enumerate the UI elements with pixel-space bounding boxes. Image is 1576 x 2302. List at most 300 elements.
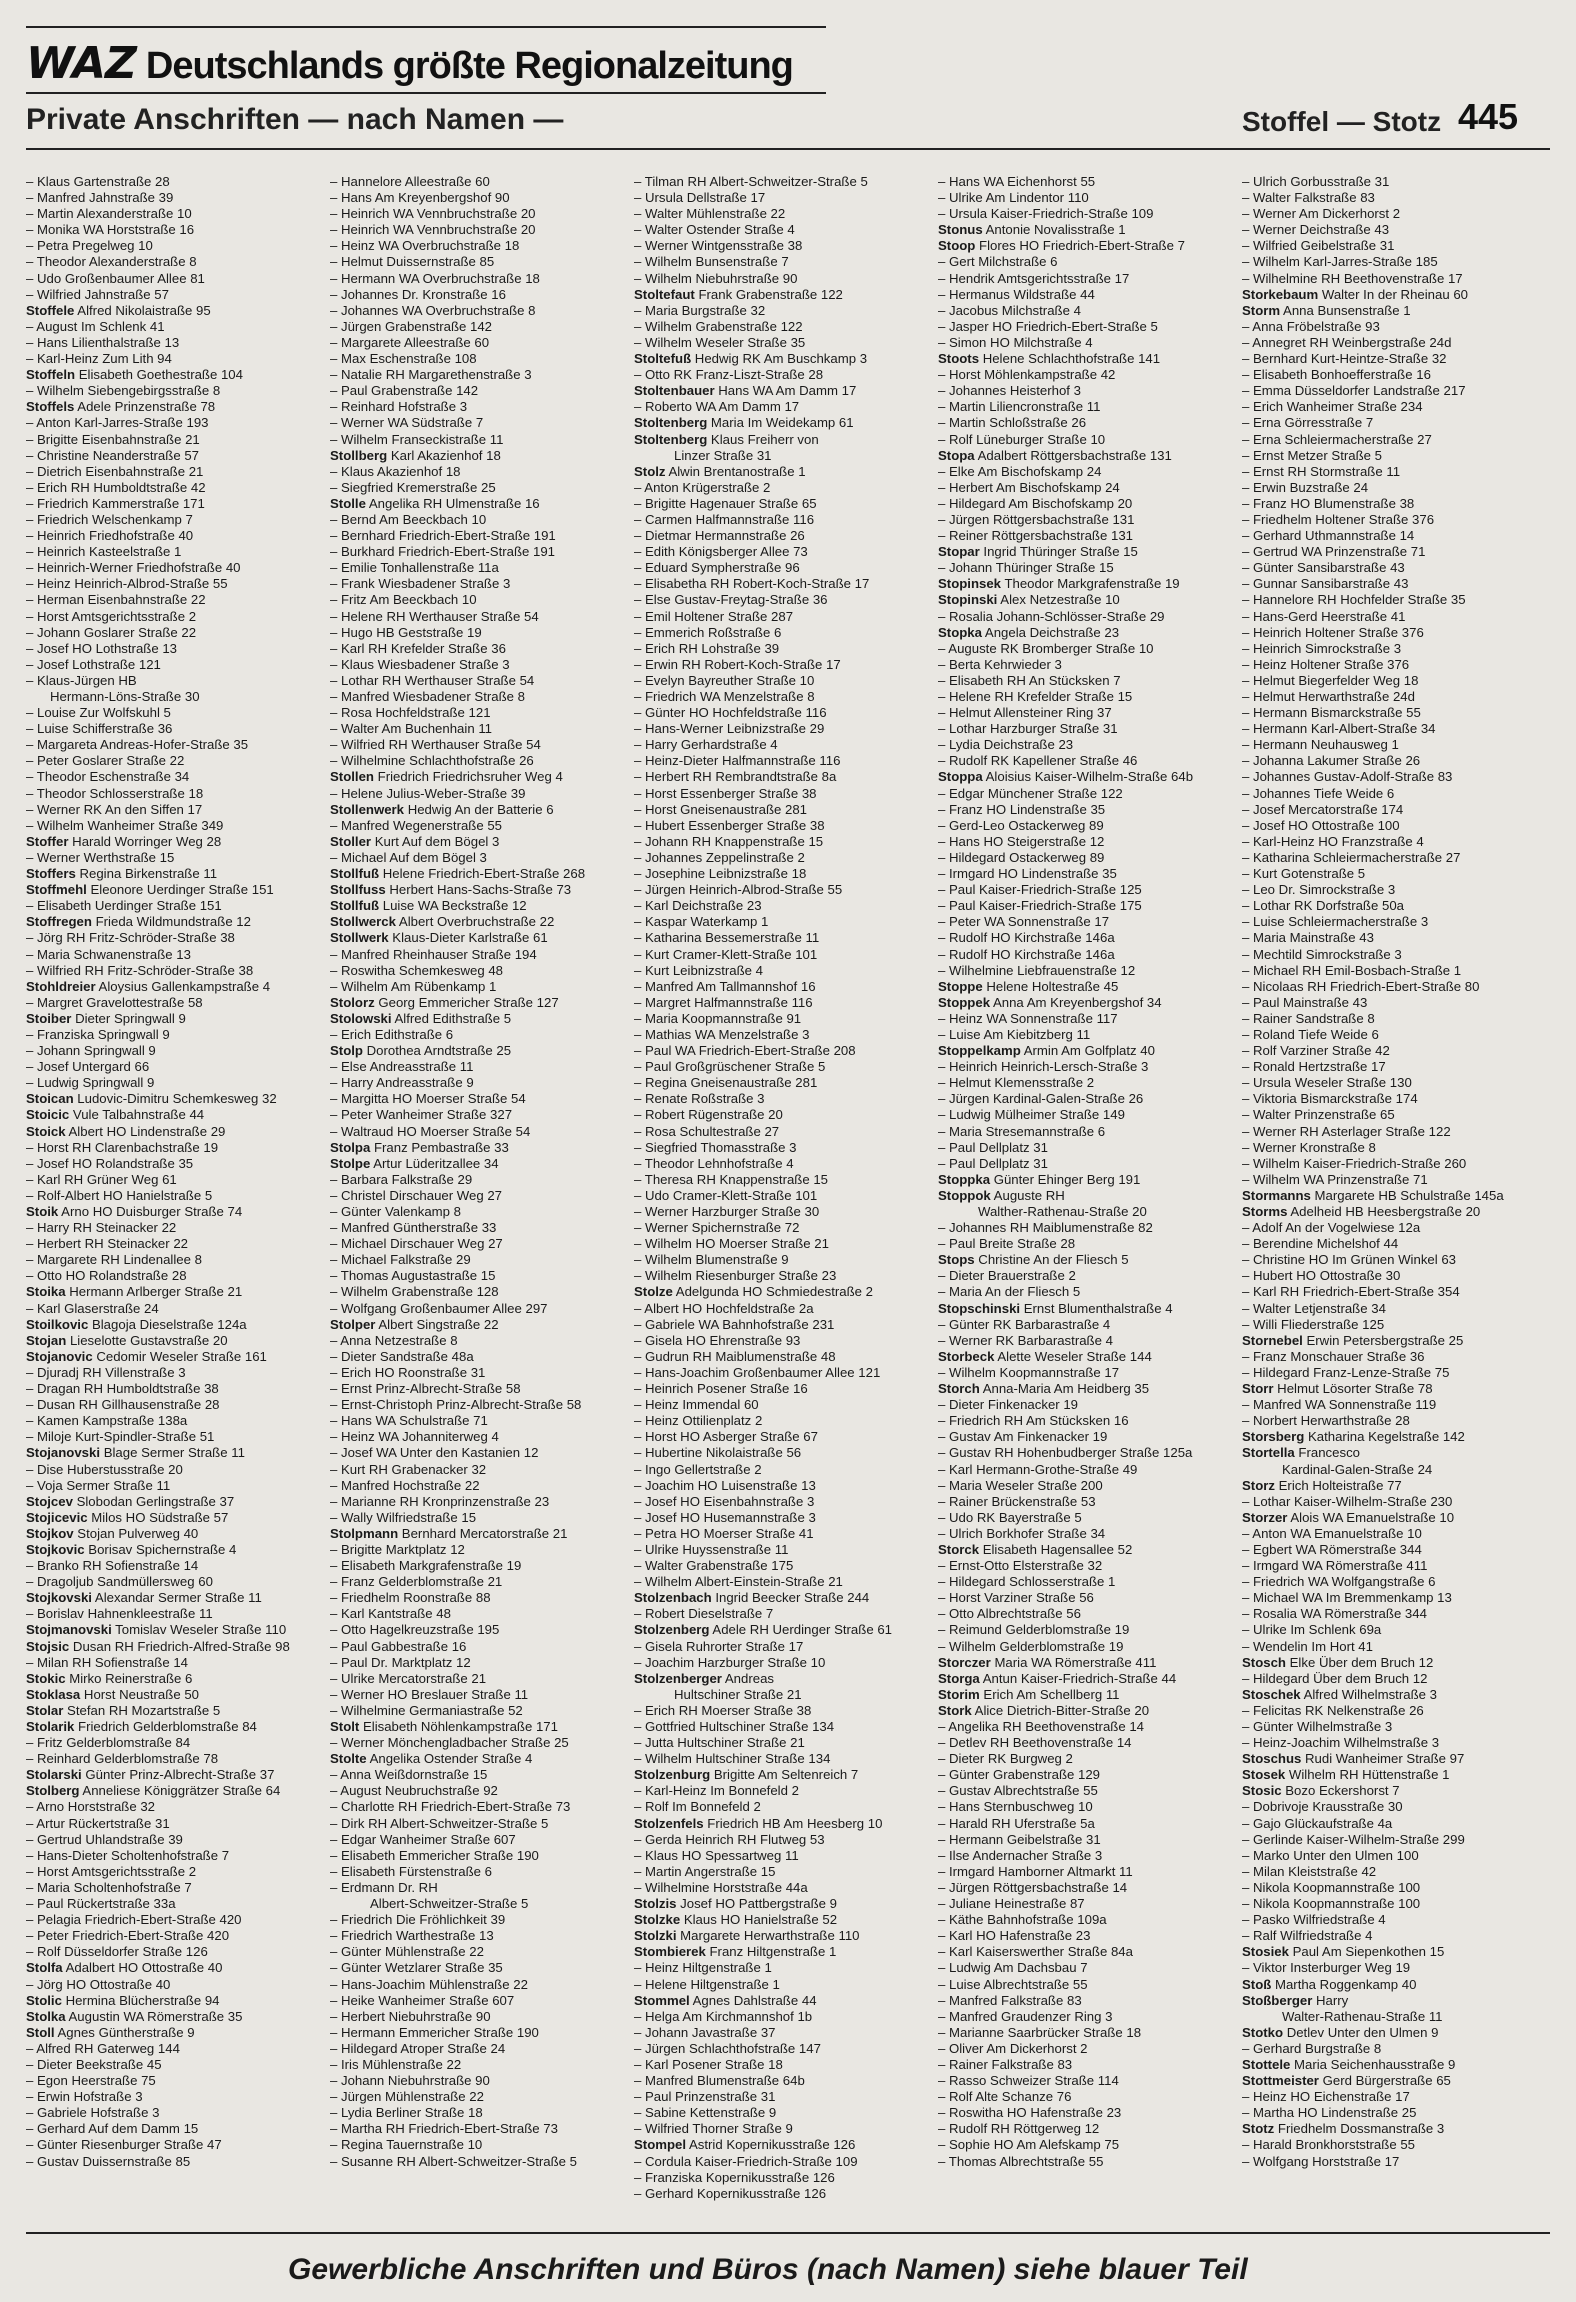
directory-entry: [938, 1912, 1234, 1928]
entry-text: – Ernst Metzer Straße 5: [1242, 447, 1382, 463]
directory-entry: [26, 383, 322, 399]
entry-text: Helene Schlachthofstraße 141: [979, 351, 1161, 367]
entry-text: – Emilie Tonhallenstraße 11a: [330, 560, 499, 576]
directory-entry: [938, 399, 1234, 415]
directory-entry: [26, 1075, 322, 1091]
entry-text: – Werner RH Asterlager Straße 122: [1242, 1123, 1451, 1139]
surname-entry: [634, 287, 930, 303]
directory-entry: [330, 1494, 626, 1510]
directory-entry: [634, 609, 930, 625]
entry-text: – Adolf An der Vogelwiese 12a: [1242, 1220, 1421, 1236]
entry-text: – Manfred Güntherstraße 33: [330, 1220, 497, 1236]
surname-entry: [26, 1333, 322, 1349]
entry-text: – Herbert RH Steinacker 22: [26, 1236, 188, 1252]
surname-entry: [26, 1510, 322, 1526]
entry-text: – Rainer Brückenstraße 53: [938, 1493, 1096, 1509]
entry-text: Günter Prinz-Albrecht-Straße 37: [81, 1767, 275, 1783]
directory-entry: [1242, 1124, 1538, 1140]
entry-text: – Friedrich WA Wolfgangstraße 6: [1242, 1574, 1436, 1590]
directory-entry: [330, 254, 626, 270]
entry-text: – Susanne RH Albert-Schweitzer-Straße 5: [330, 2153, 578, 2169]
entry-text: – Klaus Wiesbadener Straße 3: [330, 656, 510, 672]
surname-entry: [26, 914, 322, 930]
entry-text: – Anton WA Emanuelstraße 10: [1242, 1525, 1422, 1541]
entry-text: Adele Prinzenstraße 78: [74, 399, 216, 415]
entry-text: – Klaus-Jürgen HB: [26, 672, 137, 688]
entry-text: Helene Holtestraße 45: [982, 978, 1119, 994]
entry-text: – Ulrike Mercatorstraße 21: [330, 1670, 487, 1686]
entry-text: – Margareta Andreas-Hofer-Straße 35: [26, 737, 249, 753]
entry-text: – Paul Mainstraße 43: [1242, 994, 1368, 1010]
surname: Stollwerk: [330, 930, 389, 946]
name-range: Stoffel — Stotz: [1242, 106, 1442, 137]
entry-text: – Wilhelmine Germaniastraße 52: [330, 1702, 523, 1718]
surname: Stojanovski: [26, 1445, 101, 1461]
surname: Stolpmann: [330, 1525, 399, 1541]
header-rule: [26, 148, 1550, 150]
entry-text: – Gerlinde Kaiser-Wilhelm-Straße 299: [1242, 1831, 1465, 1847]
entry-text: – Brigitte Eisenbahnstraße 21: [26, 431, 200, 447]
surname: Stoppok: [938, 1187, 991, 1203]
entry-text: – Maria Scholtenhofstraße 7: [26, 1879, 192, 1895]
directory-entry: [938, 1832, 1234, 1848]
entry-text: – Manfred Wegenerstraße 55: [330, 817, 503, 833]
directory-entry: [634, 689, 930, 705]
entry-text: Hedwig RK Am Buschkamp 3: [691, 351, 868, 367]
directory-entry: [26, 174, 322, 190]
surname-entry: [938, 592, 1234, 608]
surname: Stojkovic: [26, 1541, 85, 1557]
entry-text: – Harald Bronkhorststraße 55: [1242, 2137, 1415, 2153]
directory-entry: [938, 2121, 1234, 2137]
directory-entry: [634, 1397, 930, 1413]
entry-text: Antun Kaiser-Friedrich-Straße 44: [979, 1670, 1177, 1686]
directory-entry: [938, 2041, 1234, 2057]
entry-text: – Jürgen Heinrich-Albrod-Straße 55: [634, 882, 843, 898]
entry-text: – Wilhelm Bunsenstraße 7: [634, 254, 789, 270]
entry-text: – Marianne Saarbrücker Straße 18: [938, 2024, 1142, 2040]
entry-text: – Paul Rückertstraße 33a: [26, 1896, 176, 1912]
surname: Stoick: [26, 1123, 66, 1139]
directory-entry: [938, 2089, 1234, 2105]
entry-text: Herbert Hans-Sachs-Straße 73: [385, 882, 572, 898]
directory-entry: [330, 1542, 626, 1558]
entry-text: – Erich RH Lohstraße 39: [634, 640, 780, 656]
entry-text: Helmut Lösorter Straße 78: [1273, 1381, 1433, 1397]
directory-entry: [938, 1156, 1234, 1172]
directory-entry: [634, 1735, 930, 1751]
directory-entry: [330, 544, 626, 560]
directory-entry: [938, 1075, 1234, 1091]
entry-text: – Friedrich Welschenkamp 7: [26, 511, 193, 527]
entry-text: – Helmut Biegerfelder Weg 18: [1242, 672, 1419, 688]
directory-entry: [634, 2073, 930, 2089]
entry-text: – Waltraud HO Moerser Straße 54: [330, 1123, 531, 1139]
entry-text: – Natalie RH Margarethenstraße 3: [330, 367, 532, 383]
entry-text: – Dieter Brauerstraße 2: [938, 1268, 1076, 1284]
directory-entry: [1242, 1284, 1538, 1300]
entry-text: – Ralf Wilfriedstraße 4: [1242, 1928, 1373, 1944]
surname: Stoltenberg: [634, 431, 708, 447]
entry-text: Linzer Straße 31: [674, 447, 772, 463]
entry-text: – Johann Goslarer Straße 22: [26, 624, 197, 640]
directory-entry: [938, 1799, 1234, 1815]
surname: Storr: [1242, 1381, 1274, 1397]
surname: Stolarski: [26, 1767, 82, 1783]
directory-entry: [938, 818, 1234, 834]
surname-entry: [1242, 1333, 1538, 1349]
directory-entry: [26, 1381, 322, 1397]
directory-entry: [330, 399, 626, 415]
directory-entry: [26, 1365, 322, 1381]
directory-entry: [1242, 1606, 1538, 1622]
surname-entry: [330, 882, 626, 898]
surname: Stosiek: [1242, 1944, 1289, 1960]
entry-text: – Helene RH Krefelder Straße 15: [938, 689, 1133, 704]
entry-text: – Wilhelm Riesenburger Straße 23: [634, 1268, 837, 1284]
entry-text: – Heinrich Kasteelstraße 1: [26, 544, 182, 560]
directory-entry: [634, 2121, 930, 2137]
directory-entry: [330, 657, 626, 673]
directory-entry: [1242, 1912, 1538, 1928]
entry-text: Hedwig An der Batterie 6: [404, 801, 554, 817]
entry-text: – Martha HO Lindenstraße 25: [1242, 2105, 1417, 2121]
footer-rule: [26, 2232, 1550, 2234]
surname-entry: [330, 1156, 626, 1172]
entry-text: – Wilfried Jahnstraße 57: [26, 286, 169, 302]
entry-text: Bernhard Mercatorstraße 21: [398, 1525, 568, 1541]
entry-text: Elisabeth Nöhlenkampstraße 171: [359, 1719, 558, 1734]
entry-text: – Peter Friedrich-Ebert-Straße 420: [26, 1928, 230, 1944]
directory-entry: [938, 1639, 1234, 1655]
entry-text: – Erna Schleiermacherstraße 27: [1242, 431, 1432, 447]
directory-entry: [26, 1735, 322, 1751]
directory-entry: [938, 2105, 1234, 2121]
surname: Stopschinski: [938, 1300, 1021, 1316]
entry-text: – Gustav Duissernstraße 85: [26, 2153, 191, 2169]
entry-text: – Gabriele WA Bahnhofstraße 231: [634, 1316, 835, 1332]
directory-entry: [938, 254, 1234, 270]
entry-text: – Franz Monschauer Straße 36: [1242, 1348, 1425, 1364]
surname: Stollenwerk: [330, 801, 405, 817]
surname: Stokic: [26, 1670, 66, 1686]
entry-text: Harry: [1312, 1992, 1349, 2008]
entry-text: Hans WA Am Damm 17: [714, 383, 857, 399]
entry-text: – Ernst-Christoph Prinz-Albrecht-Straße 58: [330, 1397, 582, 1413]
entry-text: – Wilhelmine Horststraße 44a: [634, 1879, 808, 1895]
entry-text: – Hermann WA Overbruchstraße 18: [330, 270, 540, 286]
entry-text: – Walter Am Buchenhain 11: [330, 721, 493, 737]
directory-entry: [26, 1188, 322, 1204]
directory-entry: [634, 1333, 930, 1349]
entry-text: – Martin Schloßstraße 26: [938, 415, 1087, 431]
surname: Stolp: [330, 1043, 363, 1059]
directory-entry: [330, 1735, 626, 1751]
directory-entry: [634, 641, 930, 657]
directory-entry: [26, 254, 322, 270]
directory-entry: [330, 576, 626, 592]
directory-entry: [634, 657, 930, 673]
directory-entry: [330, 1977, 626, 1993]
directory-entry: [1242, 399, 1538, 415]
entry-text: – Robert Rügenstraße 20: [634, 1107, 783, 1123]
directory-entry: [634, 1462, 930, 1478]
entry-text: Paul Am Siepenkothen 15: [1288, 1944, 1445, 1960]
entry-text: – Michael Dirschauer Weg 27: [330, 1236, 503, 1252]
entry-text: – Auguste RK Bromberger Straße 10: [938, 640, 1154, 656]
entry-text: – Horst Amtsgerichtsstraße 2: [26, 608, 197, 624]
surname-entry: [1242, 1783, 1538, 1799]
entry-text: – Martha RH Friedrich-Ebert-Straße 73: [330, 2121, 558, 2137]
entry-text: Anna-Maria Am Heidberg 35: [979, 1381, 1150, 1397]
entry-text: – Harry RH Steinacker 22: [26, 1220, 177, 1236]
entry-text: – Rosa Hochfeldstraße 121: [330, 705, 491, 721]
directory-entry: [26, 673, 322, 689]
entry-text: – Josef HO Eisenbahnstraße 3: [634, 1493, 815, 1509]
entry-text: – Heinz-Dieter Halfmannstraße 116: [634, 753, 841, 769]
directory-entry: [634, 737, 930, 753]
entry-text: – Kaspar Waterkamp 1: [634, 914, 769, 930]
entry-text: – Mathias WA Menzelstraße 3: [634, 1026, 810, 1042]
surname: Stompel: [634, 2137, 687, 2153]
surname-entry: [634, 383, 930, 399]
surname: Stoicic: [26, 1107, 70, 1123]
entry-text: Adele RH Uerdinger Straße 61: [709, 1622, 892, 1638]
directory-entry: [1242, 1043, 1538, 1059]
surname: Stoffers: [26, 866, 76, 882]
entry-text: – Rolf Varziner Straße 42: [1242, 1043, 1390, 1059]
directory-entry: [634, 190, 930, 206]
entry-text: – Otto Albrechtstraße 56: [938, 1606, 1081, 1622]
entry-text: – Udo RK Bayerstraße 5: [938, 1509, 1082, 1525]
entry-text: – Theodor Eschenstraße 34: [26, 769, 190, 785]
entry-text: – Johann Springwall 9: [26, 1043, 156, 1059]
directory-entry: [1242, 721, 1538, 737]
surname: Stojcev: [26, 1493, 73, 1509]
directory-entry: [1242, 1027, 1538, 1043]
entry-text: – Paul Dellplatz 31: [938, 1139, 1048, 1155]
entry-text: – Anton Krügerstraße 2: [634, 479, 771, 495]
directory-entry: [26, 2121, 322, 2137]
entry-text: – Rolf Im Bonnefeld 2: [634, 1799, 761, 1815]
directory-entry: [634, 1510, 930, 1526]
entry-text: – Hildegard Atroper Straße 24: [330, 2040, 506, 2056]
directory-entry: [938, 319, 1234, 335]
entry-text: – Horst RH Clarenbachstraße 19: [26, 1139, 219, 1155]
entry-text: – Maria Stresemannstraße 6: [938, 1123, 1106, 1139]
directory-entry: [26, 1912, 322, 1928]
entry-text: – Erich RH Moerser Straße 38: [634, 1702, 812, 1718]
directory-entry: [26, 963, 322, 979]
surname: Stolzenbach: [634, 1590, 712, 1606]
entry-text: – Hans-Joachim Mühlenstraße 22: [330, 1976, 528, 1992]
directory-entry: [1242, 2089, 1538, 2105]
surname-entry: [26, 882, 322, 898]
directory-entry: [1242, 1349, 1538, 1365]
directory-entry: [634, 1317, 930, 1333]
entry-text: Ingrid Beecker Straße 244: [711, 1590, 870, 1606]
entry-text: – Margitta HO Moerser Straße 54: [330, 1091, 526, 1107]
surname-entry: [938, 544, 1234, 560]
surname: Stoppek: [938, 994, 991, 1010]
directory-entry: [1242, 1816, 1538, 1832]
directory-entry: [1242, 1542, 1538, 1558]
directory-entry: [1242, 1590, 1538, 1606]
surname-entry: [1242, 1445, 1538, 1461]
entry-text: – Jürgen Schlachthofstraße 147: [634, 2040, 821, 2056]
directory-entry: [26, 1236, 322, 1252]
directory-entry: [938, 657, 1234, 673]
directory-entry: [1242, 1236, 1538, 1252]
surname: Stolzenburg: [634, 1767, 711, 1783]
directory-entry: [330, 1655, 626, 1671]
entry-text: – Katharina Bessemerstraße 11: [634, 930, 820, 946]
surname: Stoltefaut: [634, 286, 695, 302]
entry-text: – Wilhelmine RH Beethovenstraße 17: [1242, 270, 1463, 286]
entry-text: – Renate Roßstraße 3: [634, 1091, 765, 1107]
entry-text: – Viktor Insterburger Weg 19: [1242, 1960, 1411, 1976]
directory-entry: [330, 1880, 626, 1896]
entry-text: Dorothea Arndtstraße 25: [362, 1043, 512, 1059]
entry-text: – Heinz HO Eichenstraße 17: [1242, 2089, 1410, 2105]
entry-text: – Gabriele Hofstraße 3: [26, 2105, 160, 2121]
directory-entry: [1242, 448, 1538, 464]
directory-entry: [26, 2137, 322, 2153]
surname-entry: [938, 625, 1234, 641]
entry-text: Ingrid Thüringer Straße 15: [979, 544, 1138, 560]
entry-text: Arno HO Duisburger Straße 74: [58, 1204, 243, 1219]
directory-entry: [1242, 1059, 1538, 1075]
entry-text: – Luise Schifferstraße 36: [26, 721, 173, 737]
directory-entry: [1242, 1896, 1538, 1912]
directory-entry: [938, 287, 1234, 303]
entry-text: – Ulrike Huyssenstraße 11: [634, 1541, 789, 1557]
directory-entry: [330, 1558, 626, 1574]
entry-text: – Harald RH Uferstraße 5a: [938, 1815, 1095, 1831]
entry-text: – Elisabeth Bonhoefferstraße 16: [1242, 367, 1431, 383]
surname: Stopa: [938, 447, 975, 463]
surname: Stojanovic: [26, 1348, 93, 1364]
directory-entry: [938, 2009, 1234, 2025]
entry-text: – Barbara Falkstraße 29: [330, 1171, 473, 1187]
surname-entry: [26, 1107, 322, 1123]
entry-text: – Hermanus Wildstraße 44: [938, 286, 1095, 302]
directory-entry: [938, 303, 1234, 319]
surname-entry: [330, 914, 626, 930]
surname: Stojsic: [26, 1638, 70, 1654]
surname-entry: [26, 303, 322, 319]
entry-text: – Gisela Ruhrorter Straße 17: [634, 1638, 804, 1654]
entry-text: – Horst Amtsgerichtsstraße 2: [26, 1863, 197, 1879]
entry-text: – Werner Spichernstraße 72: [634, 1220, 800, 1236]
surname-entry: [634, 415, 930, 431]
directory-entry: [1242, 882, 1538, 898]
surname: Stolzke: [634, 1912, 681, 1928]
surname: Stojan: [26, 1332, 67, 1348]
directory-entry: [26, 2073, 322, 2089]
surname: Stoffeln: [26, 367, 76, 383]
surname-entry: [1242, 2025, 1538, 2041]
entry-text: Josef HO Pattbergstraße 9: [676, 1896, 838, 1912]
entry-text: – Brigitte Marktplatz 12: [330, 1541, 465, 1557]
directory-entry: [26, 464, 322, 480]
surname-entry: [938, 1043, 1234, 1059]
directory-entry: [26, 1252, 322, 1268]
surname: Stoffels: [26, 399, 75, 415]
entry-text: – Hans WA Schulstraße 71: [330, 1413, 488, 1429]
directory-entry: [1242, 2105, 1538, 2121]
entry-text: – Dietmar Hermannstraße 26: [634, 528, 805, 544]
entry-text: – Ludwig Springwall 9: [26, 1075, 155, 1091]
directory-entry: [634, 1188, 930, 1204]
entry-text: – Karl RH Friedrich-Ebert-Straße 354: [1242, 1284, 1460, 1300]
directory-entry: [330, 1059, 626, 1075]
directory-entry: [1242, 2009, 1538, 2025]
entry-text: – Erich Wanheimer Straße 234: [1242, 399, 1423, 415]
directory-entry: [634, 1301, 930, 1317]
surname: Stolte: [330, 1751, 367, 1767]
top-rule: [26, 26, 826, 28]
directory-column-4: [938, 174, 1234, 2170]
directory-entry: [26, 641, 322, 657]
surname: Stoßberger: [1242, 1992, 1313, 2008]
surname-entry: [634, 1767, 930, 1783]
directory-entry: [330, 1365, 626, 1381]
surname-entry: [330, 1317, 626, 1333]
entry-text: Eleonore Uerdinger Straße 151: [86, 882, 274, 898]
directory-entry: [330, 2009, 626, 2025]
entry-text: – Karl Kantstraße 48: [330, 1606, 451, 1622]
entry-text: Karl Akazienhof 18: [387, 447, 501, 463]
entry-text: – Walter Mühlenstraße 22: [634, 206, 786, 222]
entry-text: Margarete Herwarthstraße 110: [676, 1928, 860, 1944]
entry-text: Augustin WA Römerstraße 35: [65, 2008, 243, 2024]
entry-text: – Friedrich RH Am Stücksken 16: [938, 1413, 1129, 1429]
entry-text: – Johannes Gustav-Adolf-Straße 83: [1242, 769, 1453, 785]
surname: Stohldreier: [26, 978, 96, 994]
entry-text: – Harry Gerhardstraße 4: [634, 737, 778, 753]
directory-entry: [938, 673, 1234, 689]
entry-text: – Rosalia Johann-Schlösser-Straße 29: [938, 608, 1165, 624]
surname: Stoican: [26, 1091, 74, 1107]
entry-text: – Günter Wilhelmstraße 3: [1242, 1719, 1393, 1734]
entry-text: – Helene Julius-Weber-Straße 39: [330, 785, 526, 801]
entry-text: – Manfred Falkstraße 83: [938, 1992, 1082, 2008]
directory-entry: [1242, 737, 1538, 753]
entry-text: – Marko Unter den Ulmen 100: [1242, 1847, 1419, 1863]
entry-text: Maria Seichenhausstraße 9: [1290, 2056, 1456, 2072]
directory-entry: [1242, 963, 1538, 979]
entry-text: – Dobrivoje Krausstraße 30: [1242, 1799, 1403, 1815]
directory-entry: [938, 1494, 1234, 1510]
entry-text: – Christel Dirschauer Weg 27: [330, 1187, 502, 1203]
entry-text: Maria WA Römerstraße 411: [990, 1654, 1157, 1670]
directory-entry: [634, 544, 930, 560]
directory-entry: [26, 1156, 322, 1172]
directory-entry: [26, 448, 322, 464]
entry-text: – Robert Dieselstraße 7: [634, 1606, 774, 1622]
entry-text: Klaus Freiherr von: [707, 431, 819, 447]
entry-text: – Frank Wiesbadener Straße 3: [330, 576, 511, 592]
entry-text: – Johann Thüringer Straße 15: [938, 560, 1114, 576]
directory-entry: [938, 737, 1234, 753]
directory-entry: [26, 1220, 322, 1236]
directory-column-3: [634, 174, 930, 2202]
entry-text: – Irmgard HO Lindenstraße 35: [938, 866, 1117, 882]
entry-text: – Albert HO Hochfeldstraße 2a: [634, 1300, 814, 1316]
entry-text: – Ursula Dellstraße 17: [634, 190, 766, 206]
masthead-rule: [26, 92, 826, 94]
